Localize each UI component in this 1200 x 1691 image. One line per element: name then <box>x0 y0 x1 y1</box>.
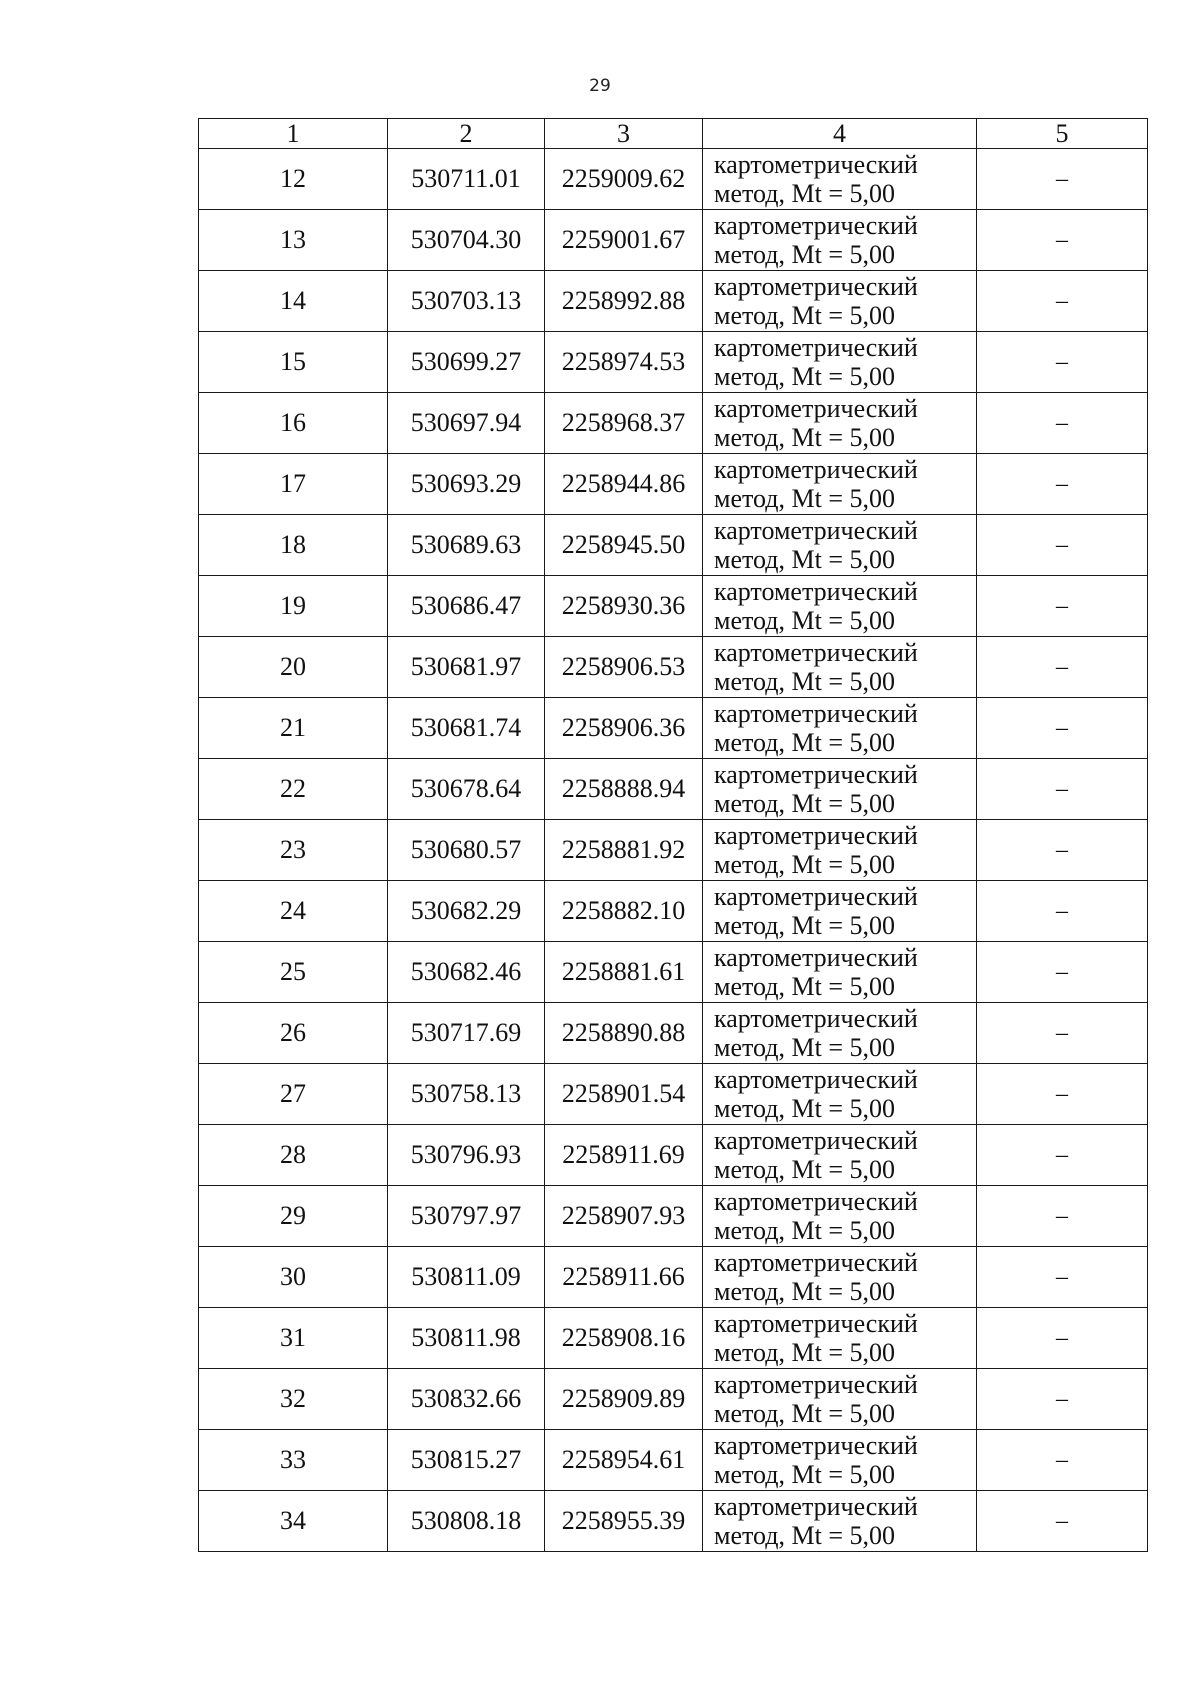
table-row <box>199 759 1148 820</box>
method-cell <box>703 393 977 454</box>
method-cell <box>703 332 977 393</box>
table-row <box>199 1247 1148 1308</box>
method-line-2: метод, Mt = 5,00 <box>714 1155 895 1184</box>
point-number-cell: 26 <box>199 1003 388 1064</box>
table-row <box>199 1430 1148 1491</box>
note-cell: – <box>977 1491 1148 1552</box>
y-coordinate-cell: 2258968.37 <box>545 393 703 454</box>
method-line-2: метод, Mt = 5,00 <box>714 240 895 269</box>
y-coordinate-cell: 2258974.53 <box>545 332 703 393</box>
point-number-cell: 33 <box>199 1430 388 1491</box>
point-number-cell: 34 <box>199 1491 388 1552</box>
x-coordinate-cell: 530699.27 <box>388 332 545 393</box>
y-coordinate-cell: 2258890.88 <box>545 1003 703 1064</box>
method-line-2: метод, Mt = 5,00 <box>714 423 895 452</box>
x-coordinate-cell: 530680.57 <box>388 820 545 881</box>
y-coordinate-cell: 2258909.89 <box>545 1369 703 1430</box>
table-row <box>199 576 1148 637</box>
y-coordinate-cell: 2258945.50 <box>545 515 703 576</box>
table-row <box>199 637 1148 698</box>
method-line-1: картометрический <box>714 638 918 667</box>
note-cell: – <box>977 393 1148 454</box>
method-line-2: метод, Mt = 5,00 <box>714 362 895 391</box>
table-body <box>199 149 1148 1552</box>
y-coordinate-cell: 2258906.53 <box>545 637 703 698</box>
method-line-2: метод, Mt = 5,00 <box>714 911 895 940</box>
x-coordinate-cell: 530681.97 <box>388 637 545 698</box>
x-coordinate-cell: 530704.30 <box>388 210 545 271</box>
x-coordinate-cell: 530811.09 <box>388 1247 545 1308</box>
column-header-4: 4 <box>703 119 977 149</box>
point-number-cell: 17 <box>199 454 388 515</box>
x-coordinate-cell: 530717.69 <box>388 1003 545 1064</box>
note-cell: – <box>977 576 1148 637</box>
point-number-cell: 19 <box>199 576 388 637</box>
method-line-2: метод, Mt = 5,00 <box>714 179 895 208</box>
note-cell: – <box>977 1186 1148 1247</box>
method-line-2: метод, Mt = 5,00 <box>714 301 895 330</box>
y-coordinate-cell: 2258992.88 <box>545 271 703 332</box>
note-cell: – <box>977 149 1148 210</box>
method-line-1: картометрический <box>714 1065 918 1094</box>
point-number-cell: 13 <box>199 210 388 271</box>
x-coordinate-cell: 530811.98 <box>388 1308 545 1369</box>
note-cell: – <box>977 942 1148 1003</box>
method-cell <box>703 1003 977 1064</box>
point-number-cell: 28 <box>199 1125 388 1186</box>
method-cell <box>703 881 977 942</box>
x-coordinate-cell: 530832.66 <box>388 1369 545 1430</box>
x-coordinate-cell: 530797.97 <box>388 1186 545 1247</box>
column-header-5: 5 <box>977 119 1148 149</box>
method-line-1: картометрический <box>714 1370 918 1399</box>
y-coordinate-cell: 2258881.61 <box>545 942 703 1003</box>
table-row <box>199 1186 1148 1247</box>
note-cell: – <box>977 1003 1148 1064</box>
table-row <box>199 393 1148 454</box>
method-line-1: картометрический <box>714 1431 918 1460</box>
y-coordinate-cell: 2258954.61 <box>545 1430 703 1491</box>
method-cell <box>703 1247 977 1308</box>
column-header-2: 2 <box>388 119 545 149</box>
method-line-2: метод, Mt = 5,00 <box>714 1460 895 1489</box>
x-coordinate-cell: 530682.46 <box>388 942 545 1003</box>
note-cell: – <box>977 210 1148 271</box>
method-line-2: метод, Mt = 5,00 <box>714 1033 895 1062</box>
x-coordinate-cell: 530681.74 <box>388 698 545 759</box>
y-coordinate-cell: 2258882.10 <box>545 881 703 942</box>
header-row <box>199 119 1148 149</box>
method-cell <box>703 454 977 515</box>
method-line-2: метод, Mt = 5,00 <box>714 1399 895 1428</box>
point-number-cell: 12 <box>199 149 388 210</box>
method-cell <box>703 820 977 881</box>
x-coordinate-cell: 530693.29 <box>388 454 545 515</box>
method-line-1: картометрический <box>714 333 918 362</box>
note-cell: – <box>977 1430 1148 1491</box>
method-cell <box>703 1064 977 1125</box>
method-cell <box>703 271 977 332</box>
method-line-1: картометрический <box>714 1187 918 1216</box>
page-number: 29 <box>589 76 611 96</box>
method-line-1: картометрический <box>714 1492 918 1521</box>
y-coordinate-cell: 2258906.36 <box>545 698 703 759</box>
method-cell <box>703 942 977 1003</box>
x-coordinate-cell: 530808.18 <box>388 1491 545 1552</box>
point-number-cell: 23 <box>199 820 388 881</box>
table-row <box>199 332 1148 393</box>
point-number-cell: 24 <box>199 881 388 942</box>
y-coordinate-cell: 2259009.62 <box>545 149 703 210</box>
method-cell <box>703 1308 977 1369</box>
x-coordinate-cell: 530758.13 <box>388 1064 545 1125</box>
point-number-cell: 16 <box>199 393 388 454</box>
point-number-cell: 27 <box>199 1064 388 1125</box>
method-cell <box>703 1186 977 1247</box>
method-line-2: метод, Mt = 5,00 <box>714 545 895 574</box>
y-coordinate-cell: 2258911.69 <box>545 1125 703 1186</box>
method-line-2: метод, Mt = 5,00 <box>714 1094 895 1123</box>
table-header <box>199 119 1148 149</box>
column-header-3: 3 <box>545 119 703 149</box>
method-cell <box>703 576 977 637</box>
table-row <box>199 881 1148 942</box>
y-coordinate-cell: 2258907.93 <box>545 1186 703 1247</box>
table-row <box>199 1308 1148 1369</box>
note-cell: – <box>977 1125 1148 1186</box>
table-row <box>199 515 1148 576</box>
table-row <box>199 1125 1148 1186</box>
table-row <box>199 149 1148 210</box>
point-number-cell: 20 <box>199 637 388 698</box>
table-row <box>199 1003 1148 1064</box>
method-cell <box>703 759 977 820</box>
table-row <box>199 1369 1148 1430</box>
x-coordinate-cell: 530697.94 <box>388 393 545 454</box>
coordinates-table <box>198 118 1148 1552</box>
method-line-2: метод, Mt = 5,00 <box>714 972 895 1001</box>
note-cell: – <box>977 881 1148 942</box>
point-number-cell: 22 <box>199 759 388 820</box>
table-row <box>199 1491 1148 1552</box>
method-cell <box>703 1369 977 1430</box>
method-line-2: метод, Mt = 5,00 <box>714 667 895 696</box>
table-row <box>199 820 1148 881</box>
point-number-cell: 32 <box>199 1369 388 1430</box>
method-line-2: метод, Mt = 5,00 <box>714 1216 895 1245</box>
method-line-1: картометрический <box>714 760 918 789</box>
point-number-cell: 18 <box>199 515 388 576</box>
method-line-1: картометрический <box>714 821 918 850</box>
method-cell <box>703 515 977 576</box>
table-row <box>199 210 1148 271</box>
table-row <box>199 942 1148 1003</box>
x-coordinate-cell: 530703.13 <box>388 271 545 332</box>
note-cell: – <box>977 1308 1148 1369</box>
method-line-1: картометрический <box>714 943 918 972</box>
method-line-1: картометрический <box>714 699 918 728</box>
point-number-cell: 21 <box>199 698 388 759</box>
y-coordinate-cell: 2259001.67 <box>545 210 703 271</box>
method-cell <box>703 1430 977 1491</box>
table-row <box>199 454 1148 515</box>
x-coordinate-cell: 530711.01 <box>388 149 545 210</box>
y-coordinate-cell: 2258888.94 <box>545 759 703 820</box>
method-line-2: метод, Mt = 5,00 <box>714 789 895 818</box>
y-coordinate-cell: 2258901.54 <box>545 1064 703 1125</box>
table-row <box>199 271 1148 332</box>
method-line-1: картометрический <box>714 211 918 240</box>
note-cell: – <box>977 454 1148 515</box>
method-line-1: картометрический <box>714 394 918 423</box>
method-line-2: метод, Mt = 5,00 <box>714 484 895 513</box>
method-cell <box>703 1491 977 1552</box>
method-line-2: метод, Mt = 5,00 <box>714 728 895 757</box>
method-cell <box>703 1125 977 1186</box>
y-coordinate-cell: 2258955.39 <box>545 1491 703 1552</box>
method-line-1: картометрический <box>714 1126 918 1155</box>
x-coordinate-cell: 530815.27 <box>388 1430 545 1491</box>
y-coordinate-cell: 2258930.36 <box>545 576 703 637</box>
x-coordinate-cell: 530678.64 <box>388 759 545 820</box>
method-line-1: картометрический <box>714 577 918 606</box>
method-cell <box>703 210 977 271</box>
note-cell: – <box>977 698 1148 759</box>
y-coordinate-cell: 2258911.66 <box>545 1247 703 1308</box>
note-cell: – <box>977 1369 1148 1430</box>
method-cell <box>703 637 977 698</box>
method-line-2: метод, Mt = 5,00 <box>714 1338 895 1367</box>
method-line-1: картометрический <box>714 882 918 911</box>
y-coordinate-cell: 2258944.86 <box>545 454 703 515</box>
y-coordinate-cell: 2258881.92 <box>545 820 703 881</box>
note-cell: – <box>977 1247 1148 1308</box>
point-number-cell: 29 <box>199 1186 388 1247</box>
table-row <box>199 698 1148 759</box>
x-coordinate-cell: 530682.29 <box>388 881 545 942</box>
point-number-cell: 31 <box>199 1308 388 1369</box>
method-line-2: метод, Mt = 5,00 <box>714 606 895 635</box>
method-line-2: метод, Mt = 5,00 <box>714 1521 895 1550</box>
x-coordinate-cell: 530796.93 <box>388 1125 545 1186</box>
note-cell: – <box>977 1064 1148 1125</box>
note-cell: – <box>977 820 1148 881</box>
method-line-2: метод, Mt = 5,00 <box>714 850 895 879</box>
column-header-1: 1 <box>199 119 388 149</box>
x-coordinate-cell: 530689.63 <box>388 515 545 576</box>
method-line-1: картометрический <box>714 1309 918 1338</box>
method-line-1: картометрический <box>714 455 918 484</box>
x-coordinate-cell: 530686.47 <box>388 576 545 637</box>
method-line-1: картометрический <box>714 1004 918 1033</box>
method-line-1: картометрический <box>714 150 918 179</box>
method-line-1: картометрический <box>714 272 918 301</box>
note-cell: – <box>977 759 1148 820</box>
point-number-cell: 25 <box>199 942 388 1003</box>
method-line-1: картометрический <box>714 516 918 545</box>
method-line-1: картометрический <box>714 1248 918 1277</box>
method-cell <box>703 698 977 759</box>
note-cell: – <box>977 271 1148 332</box>
method-line-2: метод, Mt = 5,00 <box>714 1277 895 1306</box>
point-number-cell: 14 <box>199 271 388 332</box>
method-cell <box>703 149 977 210</box>
point-number-cell: 15 <box>199 332 388 393</box>
note-cell: – <box>977 515 1148 576</box>
note-cell: – <box>977 332 1148 393</box>
table-row <box>199 1064 1148 1125</box>
y-coordinate-cell: 2258908.16 <box>545 1308 703 1369</box>
point-number-cell: 30 <box>199 1247 388 1308</box>
note-cell: – <box>977 637 1148 698</box>
